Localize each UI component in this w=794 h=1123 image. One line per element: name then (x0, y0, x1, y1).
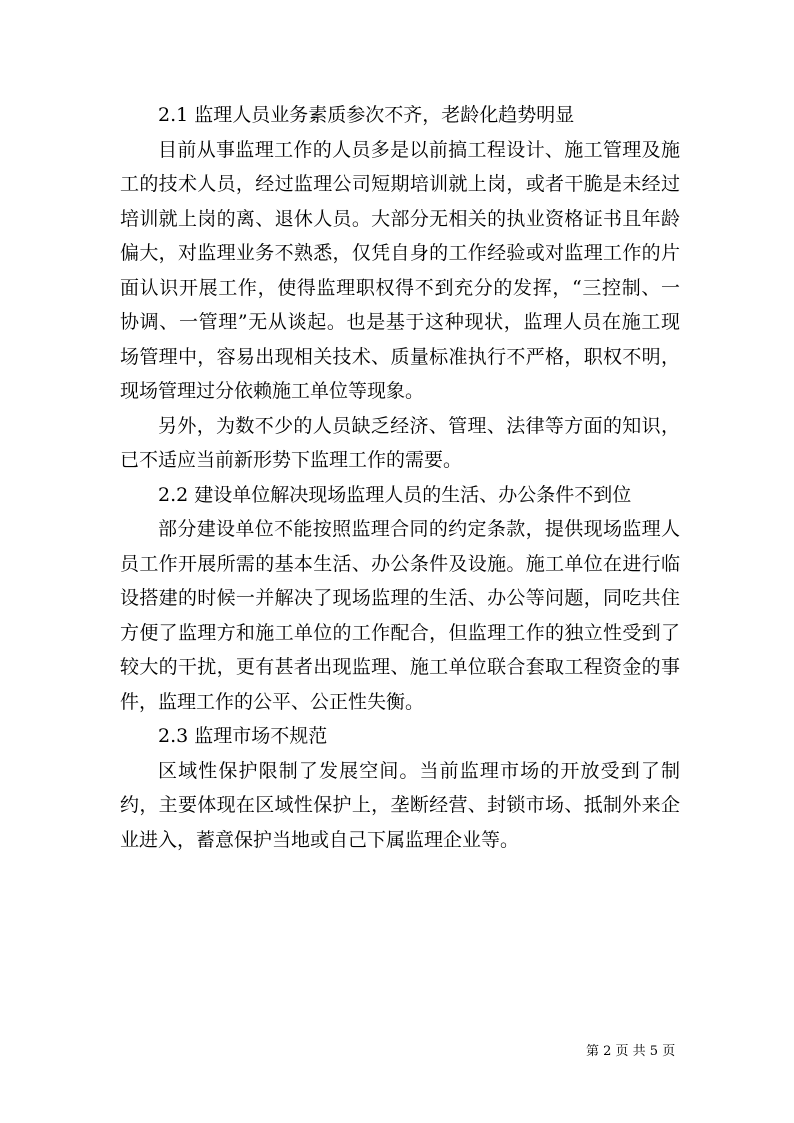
paragraph-1: 目前从事监理工作的人员多是以前搞工程设计、施工管理及施工的技术人员，经过监理公司短期培训就上岗，或者干脆是未经过培训就上岗的离、退休人员。大部分无相关的执业资格证书且年龄偏大，对监理业务不熟悉，仅凭自身的工作经验或对监理工作的片面认识开展工作，使得监理职权得不到充分的发挥，“三控制、一协调、一管理”无从谈起。也是基于这种现状，监理人员在施工现场管理中，容易出现相关技术、质量标准执行不严格，职权不明，现场管理过分依赖施工单位等现象。 (120, 138, 680, 402)
paragraph-3: 部分建设单位不能按照监理合同的约定条款，提供现场监理人员工作开展所需的基本生活、办公条件及设施。施工单位在进行临设搭建的时候一并解决了现场监理的生活、办公等问题，同吃共住方便了监理方和施工单位的工作配合，但监理工作的独立性受到了较大的干扰，更有甚者出现监理、施工单位联合套取工程资金的事件，监理工作的公平、公正性失衡。 (120, 518, 680, 713)
paragraph-4: 区域性保护限制了发展空间。当前监理市场的开放受到了制约，主要体现在区域性保护上，垄断经营、封锁市场、抵制外来企业进入，蓄意保护当地或自己下属监理企业等。 (120, 759, 680, 851)
section-heading-2-1: 2.1 监理人员业务素质参次不齐，老龄化趋势明显 (158, 104, 575, 126)
paragraph-2: 另外，为数不少的人员缺乏经济、管理、法律等方面的知识，已不适应当前新形势下监理工作的需要。 (120, 414, 680, 471)
document-body (120, 98, 680, 857)
page-number: 第 2 页 共 5 页 (586, 1044, 676, 1059)
section-heading-2-3: 2.3 监理市场不规范 (158, 725, 328, 747)
section-heading-2-2: 2.2 建设单位解决现场监理人员的生活、办公条件不到位 (158, 483, 632, 506)
